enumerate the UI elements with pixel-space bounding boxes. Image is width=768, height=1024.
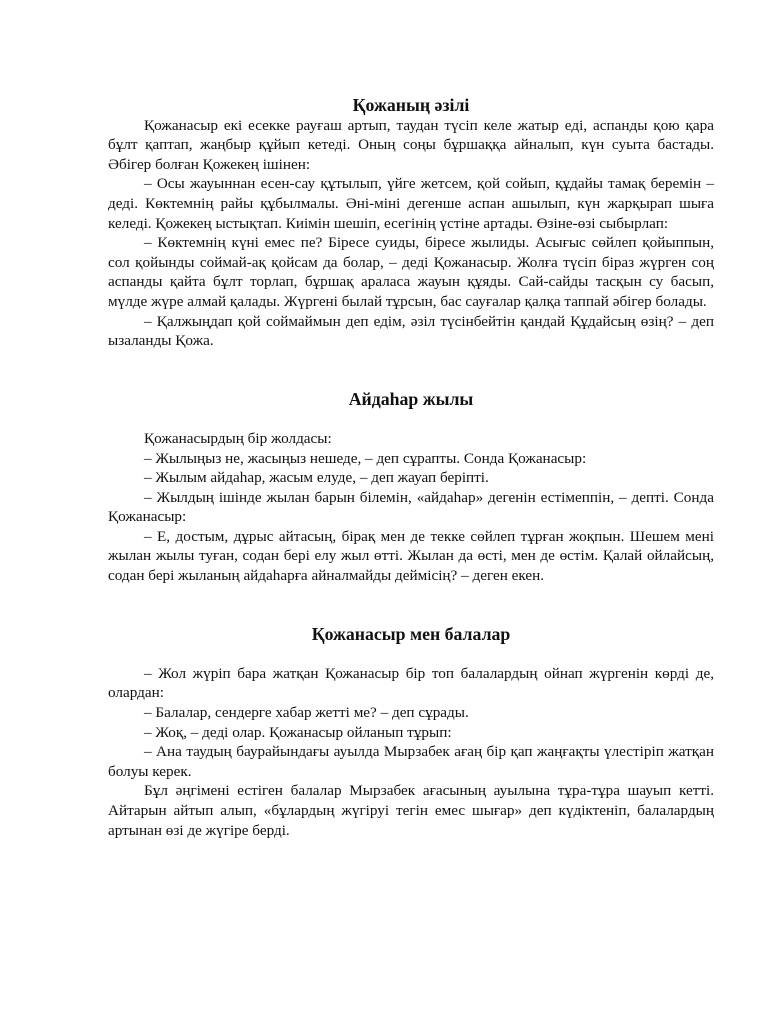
section-spacer [108,351,714,390]
paragraph: – Ана таудың баурайындағы ауылда Мырзабек ағаң бір қап жаңғақты үлестіріп жатқан болуы керек. [108,743,714,780]
paragraph: – Жоқ, – деді олар. Қожанасыр ойланып тұрып: [144,723,452,741]
title-spacer [108,644,714,664]
story-title: Қожанасыр мен балалар [311,623,511,644]
paragraph: – Жылыңыз не, жасыңыз нешеде, – деп сұрапты. Сонда Қожанасыр: [144,449,587,467]
document-page [108,96,714,840]
story-aidahar-zhyly [108,390,714,586]
title-spacer [108,409,714,429]
section-spacer [108,586,714,625]
paragraph: – Е, достым, дұрыс айтасың, бірақ мен де текке сөйлеп тұрған жоқпын. Шешем мені жылан жылы туған, содан бері елу жыл өтті. Жылан да өсті, мен де өстім. Қалай ойлайсың, содан бері жыланың айдаһарға айналмайды деймісің? – деген екен. [108,527,714,585]
paragraph: – Жылдың ішінде жылан барын білемін, «айдаһар» дегенін естімеппін, – депті. Сонда Қожанасыр: [108,488,714,526]
paragraph: Қожанасыр екі есекке рауғаш артып, таудан түсіп келе жатыр еді, аспанды қою қара бұлт қаптап, жаңбыр құйып кетеді. Оның соңы бұршаққа айналып, күн суыта бастады. Әбігер болған Қожекең ішінен: [108,116,714,173]
story-kozhanasyr-men-balalar [108,625,714,841]
paragraph: – Көктемнің күні емес пе? Біресе суиды, біресе жылиды. Асығыс сөйлеп қойыппын, сол қойынды соймай-ақ қойсам да болар, – деді Қожанасыр. Жолға түсіп біраз жүрген соң аспанды қайта бұлт торлап, бұршақ араласа жауын құяды. Сай-сайды тасқын су басып, мүлде жүре алмай қалады. Жүргені былай тұрсын, бас сауғалар қалқа таппай әбігер болады. [108,234,714,310]
paragraph: – Осы жауыннан есен-сау құтылып, үйге жетсем, қой сойып, құдайы тамақ беремін – деді. Көктемнің райы құбылмалы. Әні-міні дегенше аспан ашылып, күн жарқырап шыға келеді. Қожекең ыстықтап. Киімін шешіп, есегінің үстіне артады. Өзіне-өзі сыбырлап: [108,175,714,232]
story-title: Қожаның әзілі [352,95,470,115]
story-kozhanyn-azili [108,96,714,351]
paragraph: – Балалар, сендерге хабар жетті ме? – деп сұрады. [144,704,469,722]
story-title: Айдаһар жылы [348,388,474,409]
paragraph: – Жол жүріп бара жатқан Қожанасыр бір топ балалардың ойнап жүргенін көрді де, олардан: [108,664,714,702]
paragraph: Қожанасырдың бір жолдасы: [144,429,332,447]
paragraph: – Қалжыңдап қой соймаймын деп едім, әзіл түсінбейтін қандай Құдайсың өзің? – деп ызаланды Қожа. [108,312,714,350]
paragraph: Бұл әңгімені естіген балалар Мырзабек ағасының ауылына тұра-тұра шауып кетті. Айтарын айтып алып, «бұлардың жүгіруі тегін емес шығар» деп күдіктеніп, балалардың артынан өзі де жүгіре берді. [108,782,714,839]
paragraph: – Жылым айдаһар, жасым елуде, – деп жауап беріпті. [144,469,489,487]
